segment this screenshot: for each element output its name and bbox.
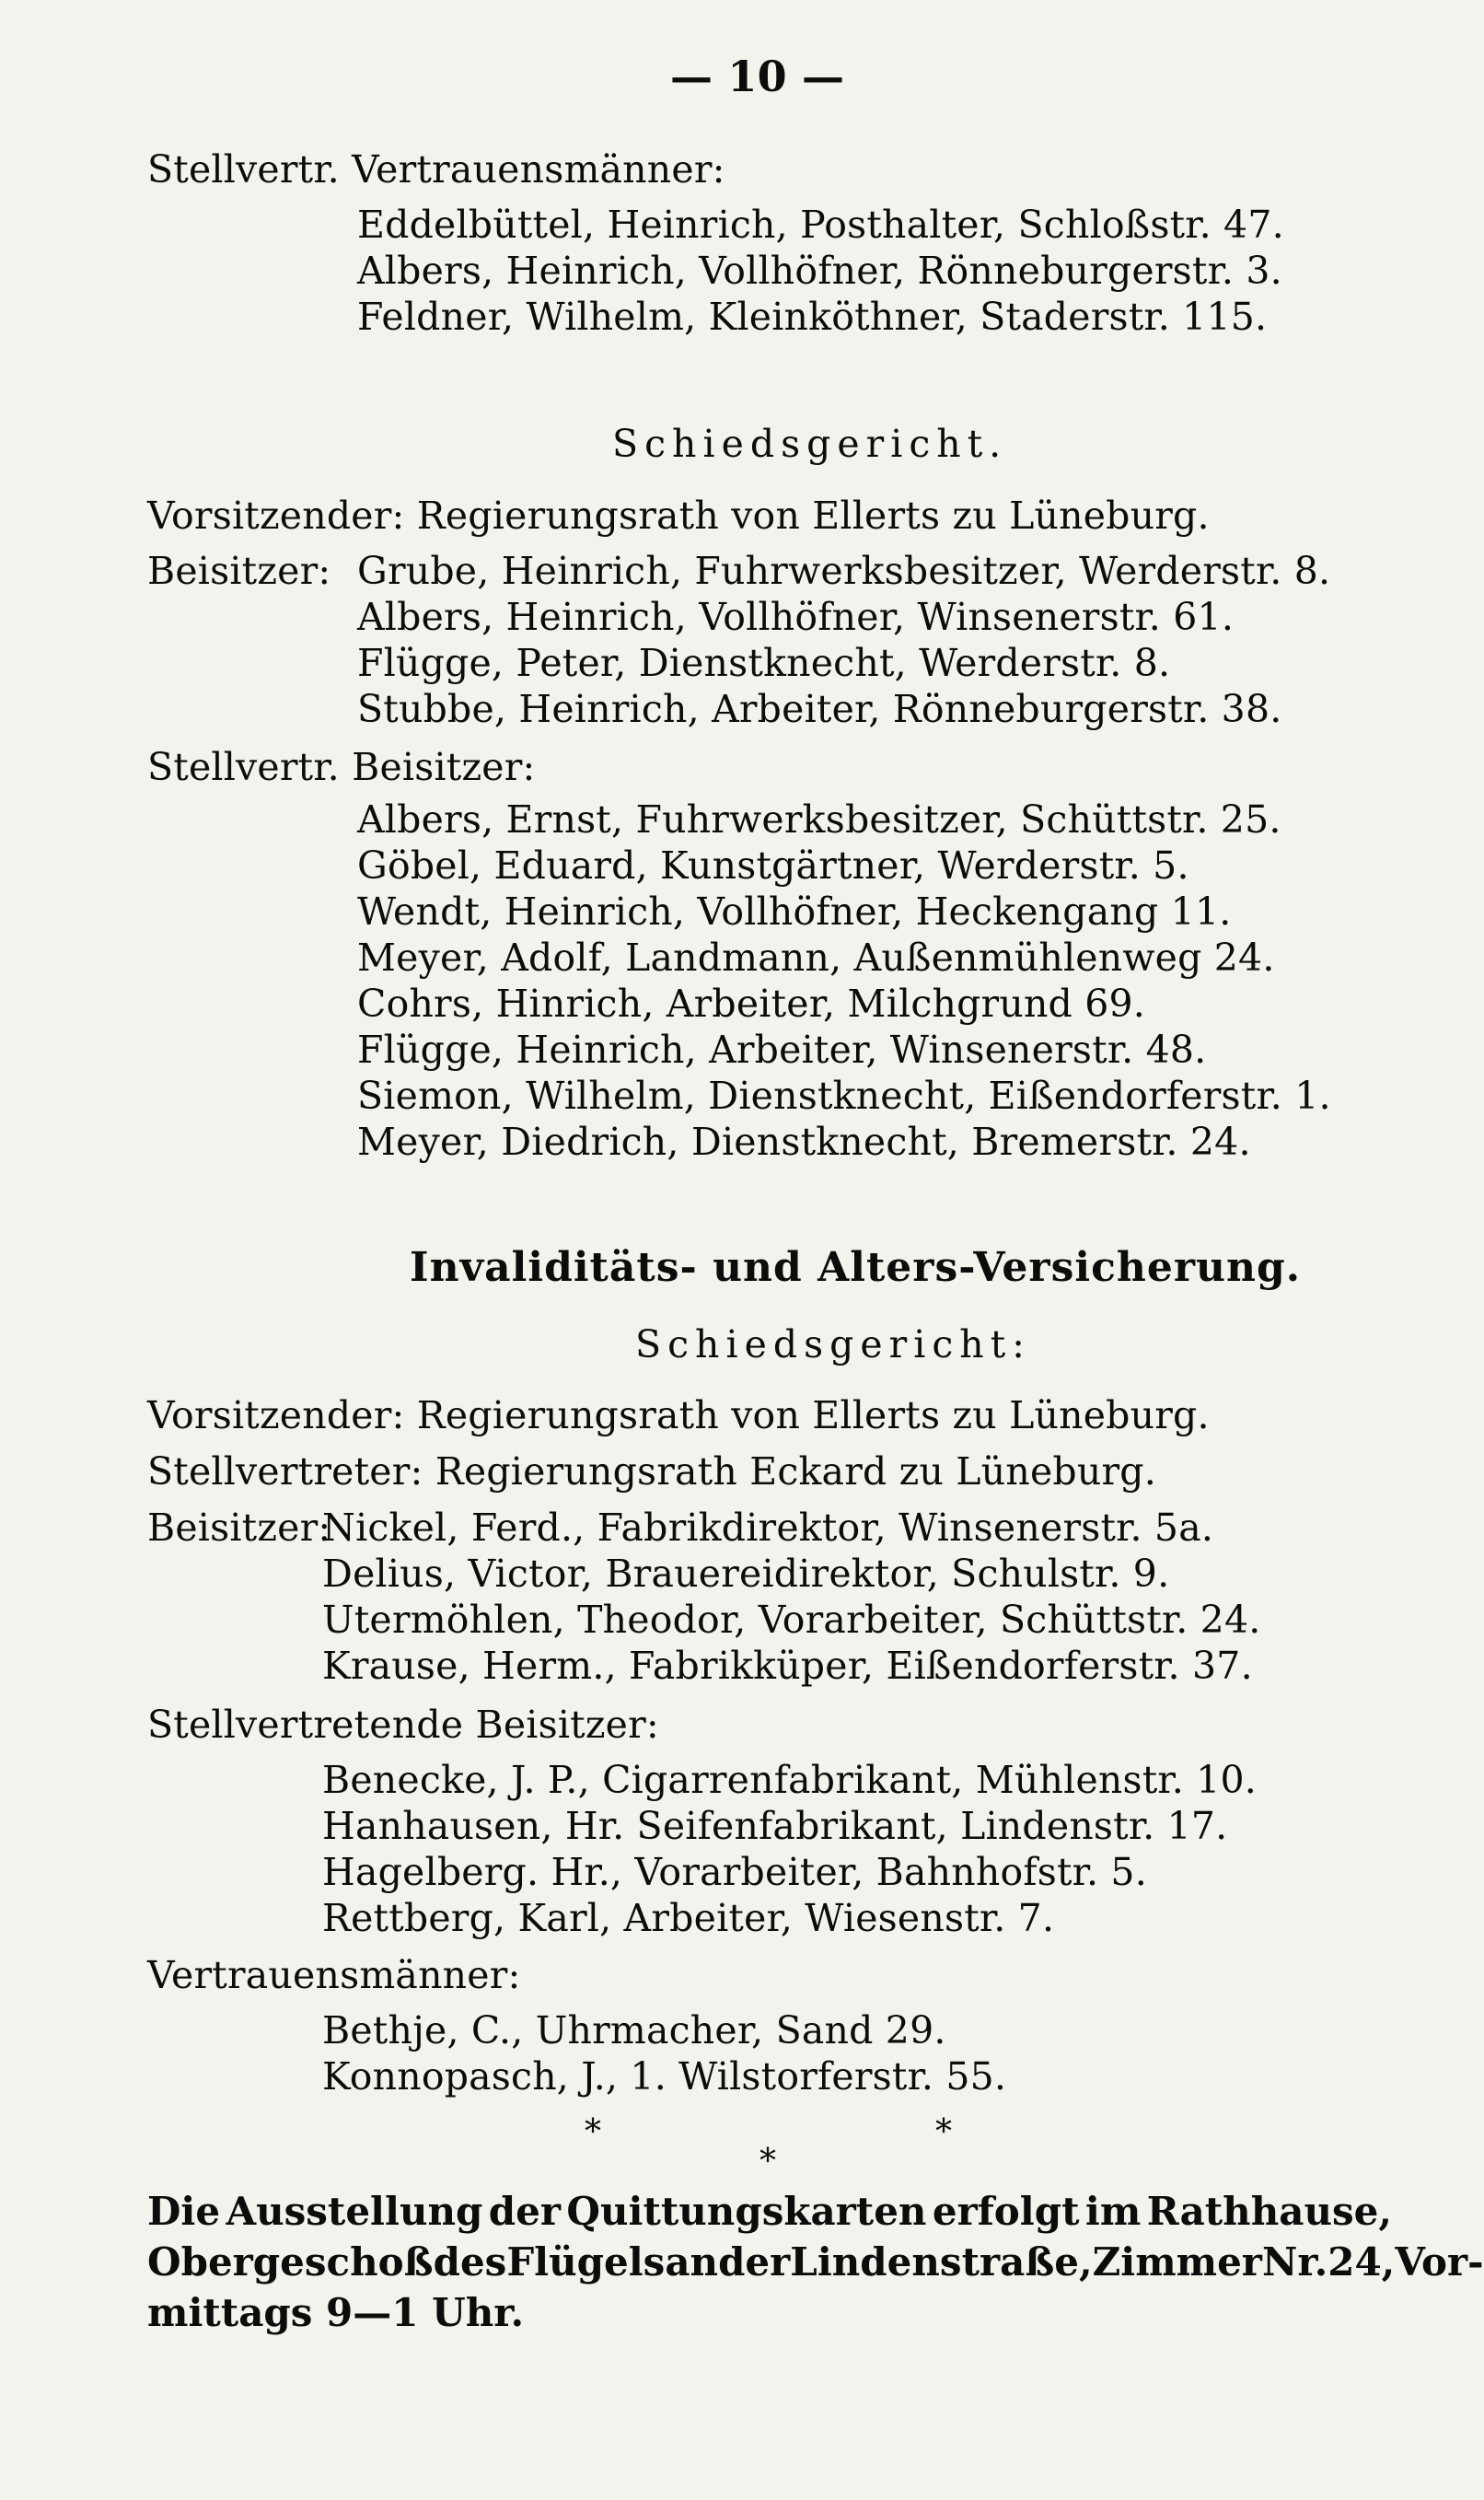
footer-word: Die [147,2189,221,2234]
section-subtitle-arbitration: Schiedsgericht: [635,1322,1031,1366]
deputy-assessor-label: Stellvertr. Beisitzer: [147,745,536,789]
list-item: Hanhausen, Hr. Seifenfabrikant, Lindenstr. 17. [322,1804,1228,1848]
list-item: Benecke, J. P., Cigarrenfabrikant, Mühlenstr. 10. [322,1758,1258,1802]
chair-line: Vorsitzender: Regierungsrath von Ellerts zu Lüneburg. [147,494,1210,538]
footer-word: Ausstellung [226,2189,483,2234]
divider-asterisk: * [585,2113,601,2151]
footer-line-2 [147,2237,1484,2287]
section-label-deputy-trustees: Stellvertr. Vertrauensmänner: [147,147,725,192]
assessor-label: Beisitzer: [147,1506,331,1550]
footer-word: der [488,2189,561,2234]
list-item: Nickel, Ferd., Fabrikdirektor, Winsenerstr. 5a. [322,1506,1214,1550]
footer-word: Zimmer [1092,2239,1262,2285]
footer-word: im [1084,2189,1142,2234]
footer-word: Lindenstraße, [790,2239,1093,2285]
page-number: — 10 — [670,52,845,101]
list-item: Meyer, Diedrich, Dienstknecht, Bremerstr. 24. [357,1120,1251,1164]
footer-word: Flügels [506,2239,666,2285]
list-item: Krause, Herm., Fabrikküper, Eißendorferstr. 37. [322,1644,1253,1688]
list-item: Albers, Ernst, Fuhrwerksbesitzer, Schüttstr. 25. [357,797,1281,842]
section-heading-insurance: Invaliditäts- und Alters-Versicherung. [410,1244,1302,1291]
list-item: Feldner, Wilhelm, Kleinköthner, Staderstr. 115. [357,295,1268,339]
footer-word: Obergeschoß [147,2239,434,2285]
assessor-label: Beisitzer: [147,549,331,593]
deputy-assessor-label: Stellvertretende Beisitzer: [147,1703,659,1747]
list-item: Grube, Heinrich, Fuhrwerksbesitzer, Werderstr. 8. [357,549,1331,593]
list-item: Flügge, Peter, Dienstknecht, Werderstr. 8. [357,641,1171,685]
footer-line-1 [147,2186,1392,2237]
footer-word: Rathhause, [1146,2189,1392,2234]
list-item: Eddelbüttel, Heinrich, Posthalter, Schloßstr. 47. [357,203,1284,247]
footer-word: Nr. [1261,2239,1328,2285]
footer-word: 24, [1327,2239,1396,2285]
list-item: Meyer, Adolf, Landmann, Außenmühlenweg 24. [357,936,1275,980]
list-item: Albers, Heinrich, Vollhöfner, Winsenerstr. 61. [357,595,1235,639]
chair-line: Vorsitzender: Regierungsrath von Ellerts zu Lüneburg. [147,1393,1210,1437]
list-item: Rettberg, Karl, Arbeiter, Wiesenstr. 7. [322,1896,1055,1940]
footer-word: Vor- [1395,2239,1484,2285]
trustee-label: Vertrauensmänner: [147,1953,521,1997]
list-item: Albers, Heinrich, Vollhöfner, Rönneburgerstr. 3. [357,249,1282,293]
list-item: Bethje, C., Uhrmacher, Sand 29. [322,2008,946,2052]
list-item: Siemon, Wilhelm, Dienstknecht, Eißendorferstr. 1. [357,1074,1331,1118]
deputy-chair-line: Stellvertreter: Regierungsrath Eckard zu Lüneburg. [147,1449,1156,1494]
footer-line-3: mittags 9—1 Uhr. [147,2290,525,2335]
footer-word: des [433,2239,507,2285]
list-item: Göbel, Eduard, Kunstgärtner, Werderstr. 5. [357,843,1189,888]
list-item: Stubbe, Heinrich, Arbeiter, Rönneburgerstr. 38. [357,687,1282,731]
list-item: Cohrs, Hinrich, Arbeiter, Milchgrund 69. [357,982,1146,1026]
list-item: Utermöhlen, Theodor, Vorarbeiter, Schüttstr. 24. [322,1598,1261,1642]
list-item: Delius, Victor, Brauereidirektor, Schulstr. 9. [322,1552,1170,1596]
divider-asterisk: * [935,2113,952,2151]
footer-word: erfolgt [932,2189,1080,2234]
list-item: Flügge, Heinrich, Arbeiter, Winsenerstr. 48. [357,1028,1207,1072]
footer-notice [147,2186,1484,2338]
section-title-arbitration: Schiedsgericht. [612,422,1008,466]
divider-asterisk: * [759,2143,776,2180]
footer-word: der [718,2239,791,2285]
list-item: Hagelberg. Hr., Vorarbeiter, Bahnhofstr. 5. [322,1850,1147,1894]
list-item: Konnopasch, J., 1. Wilstorferstr. 55. [322,2054,1007,2099]
list-item: Wendt, Heinrich, Vollhöfner, Heckengang 11. [357,890,1232,934]
footer-word: Quittungskarten [566,2189,927,2234]
footer-word: an [665,2239,719,2285]
